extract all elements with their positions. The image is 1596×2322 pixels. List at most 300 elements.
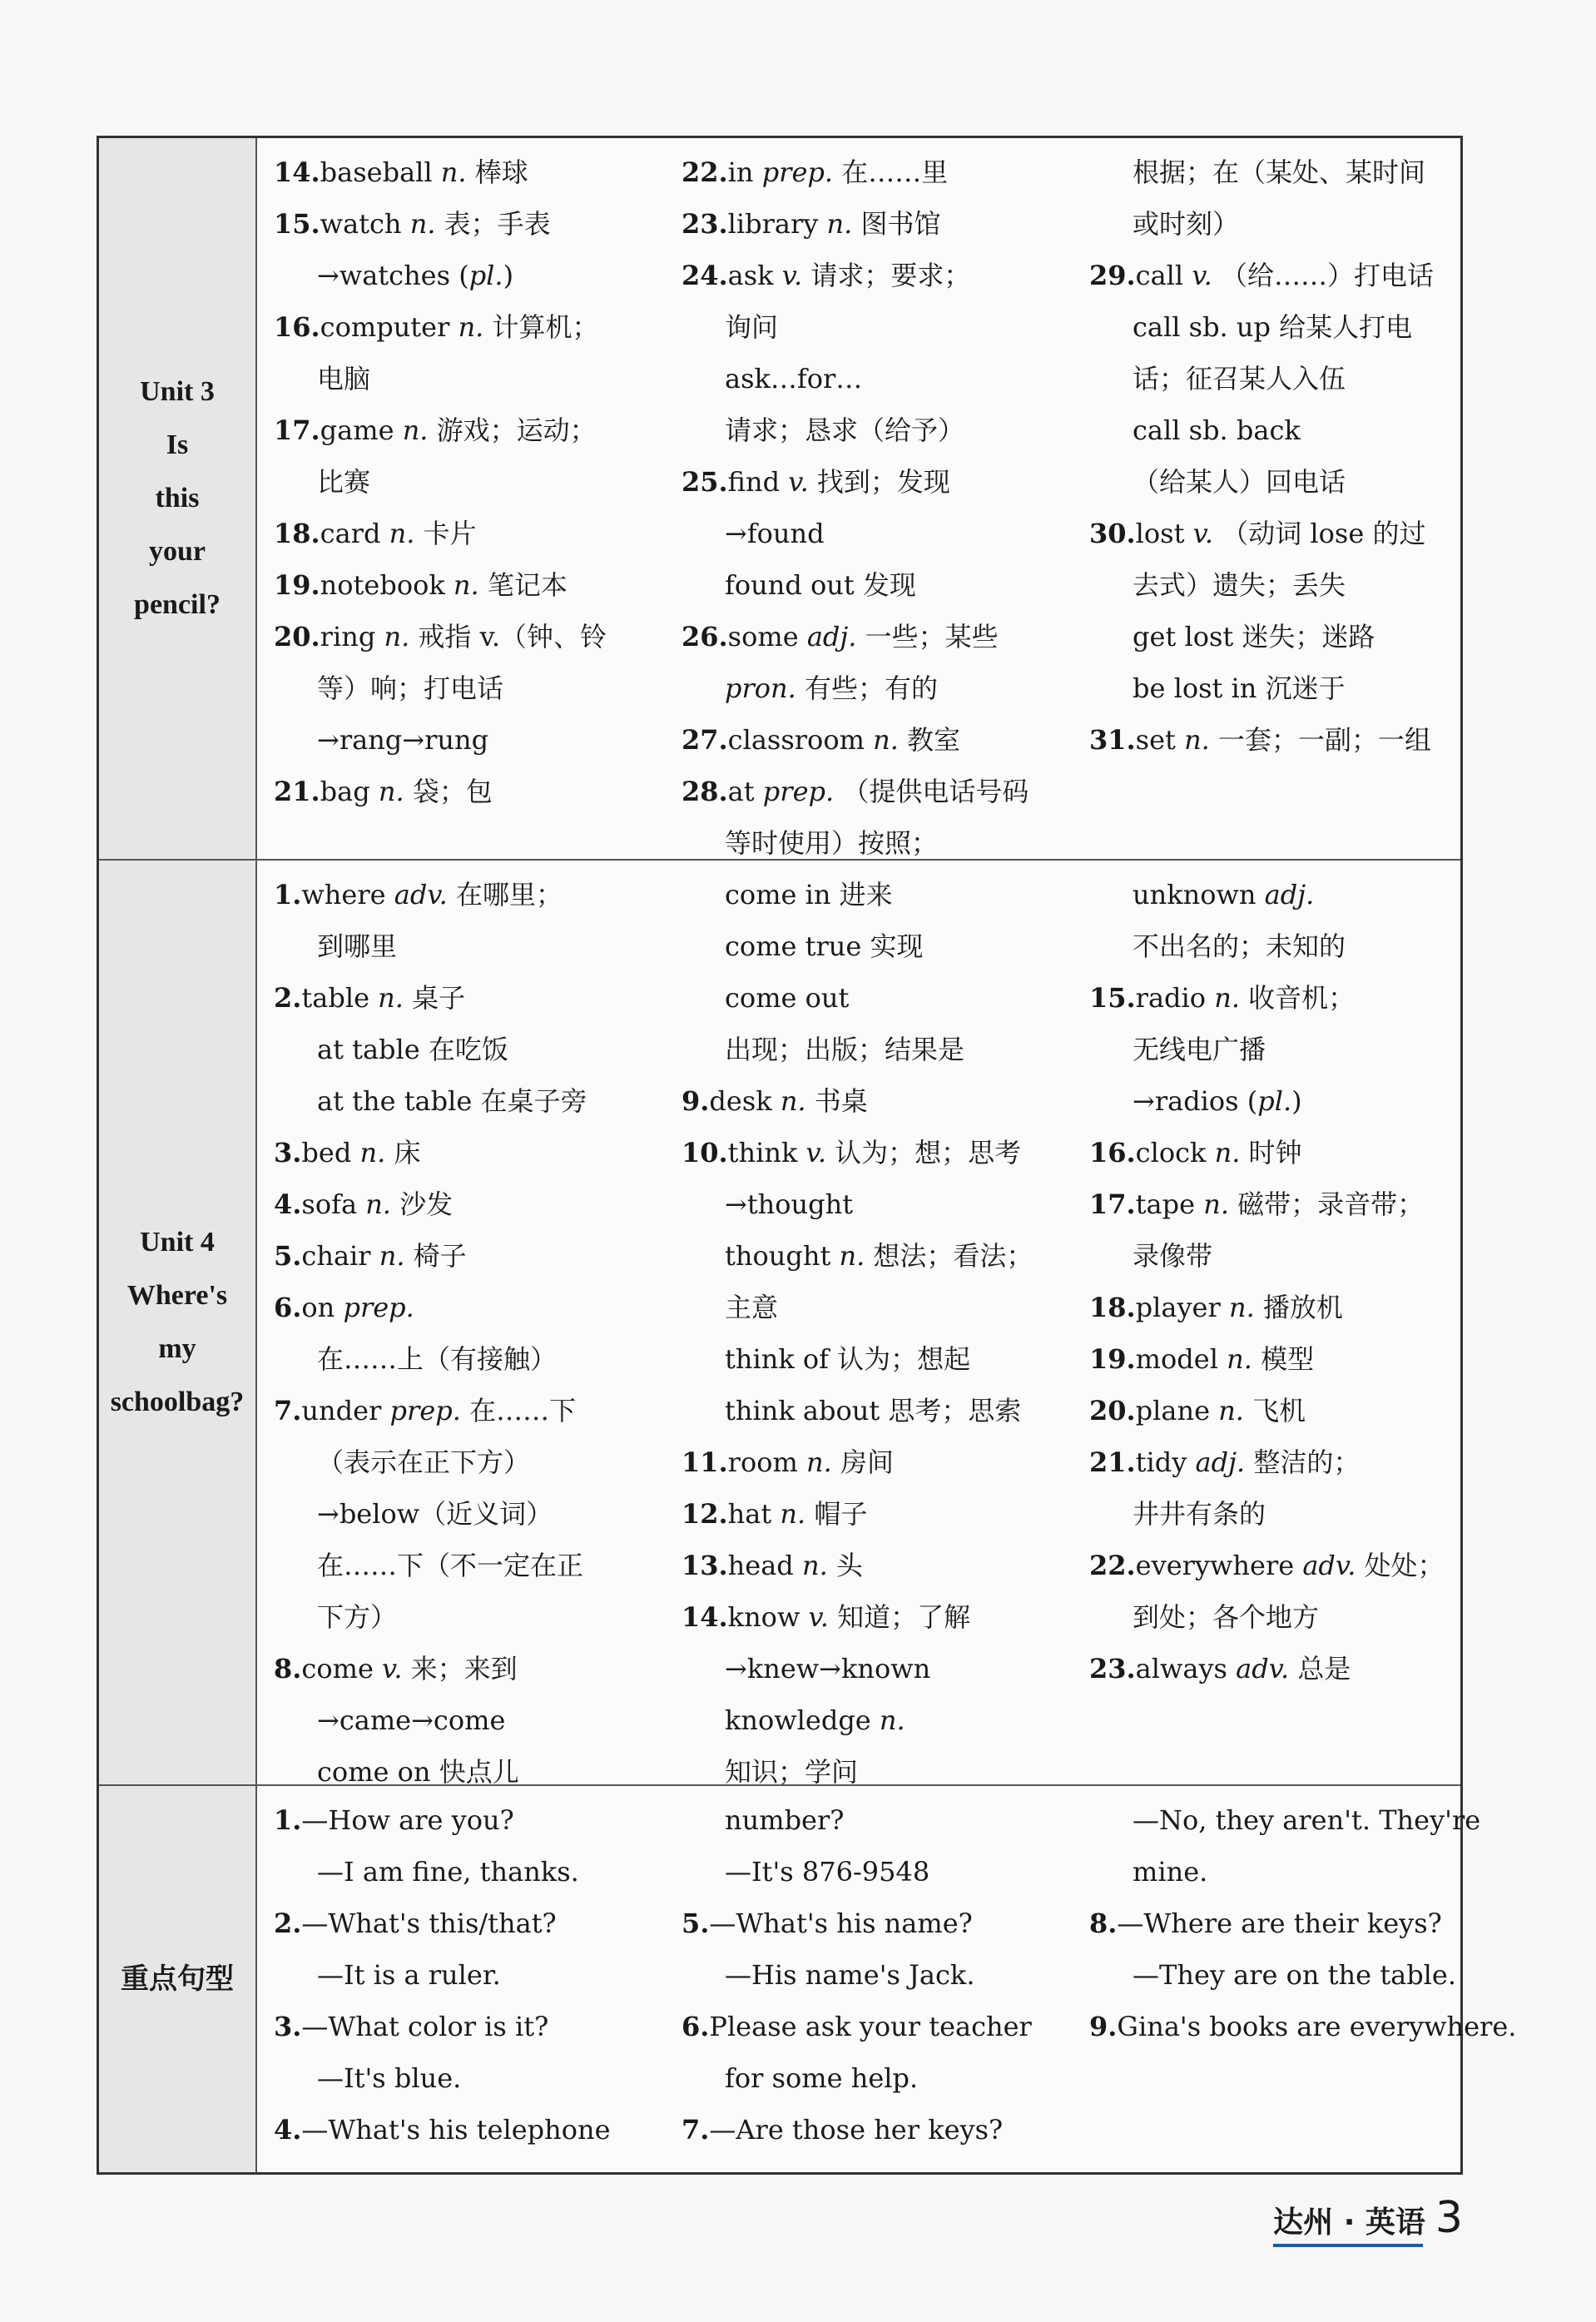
entry-number: 22. (682, 156, 728, 188)
entry-word: →came→come (317, 1704, 506, 1736)
entry-line (1089, 1643, 1445, 1694)
entry-line (1089, 869, 1445, 920)
entry-line (1089, 1846, 1516, 1898)
entry-word: 知识；学问 (725, 1756, 859, 1788)
entry-word: know (727, 1601, 809, 1633)
entry-word: →radios ( (1133, 1085, 1258, 1117)
entry-line (274, 972, 587, 1024)
entry-word: knowledge (725, 1704, 880, 1736)
entry-line (682, 301, 1028, 353)
entry-word: found out 发现 (725, 569, 916, 601)
entry-line (682, 766, 1028, 817)
entry-word: classroom (727, 724, 874, 756)
entry-line (1089, 611, 1434, 662)
entry-pos: n. (389, 518, 415, 549)
entry-line (274, 1846, 611, 1898)
entry-line (682, 1488, 1033, 1540)
entry-word: thought (725, 1240, 840, 1272)
entry-line (274, 301, 607, 353)
entry-word: find (727, 466, 789, 498)
entry-pos: n. (379, 1240, 405, 1272)
entry-pos: v. (781, 260, 803, 291)
entry-line (1089, 404, 1434, 456)
entry-column (682, 1794, 1032, 2156)
entry-meaning: 请求；要求； (810, 260, 971, 291)
entry-line (682, 2104, 1032, 2156)
entry-number: 27. (682, 724, 728, 756)
entry-number: 28. (682, 776, 728, 807)
unit3-section (99, 138, 1460, 861)
entry-line (682, 559, 1028, 611)
entry-line (274, 146, 607, 198)
entry-meaning: 桌子 (412, 982, 466, 1014)
entry-meaning: 整洁的； (1253, 1446, 1361, 1478)
entry-number: 11. (682, 1446, 728, 1478)
entry-line (682, 404, 1028, 456)
entry-word: ask (727, 260, 782, 291)
entry-line (682, 1591, 1033, 1643)
entry-line (274, 2104, 611, 2156)
entry-line (682, 1230, 1033, 1282)
entry-pos: n. (378, 776, 404, 807)
entry-column (1089, 869, 1445, 1694)
entry-word: ask…for… (725, 363, 863, 394)
entry-line (1089, 972, 1445, 1024)
entry-word: →rang→rung (317, 724, 489, 756)
entry-line (1089, 1024, 1445, 1075)
entry-word: mine. (1133, 1856, 1208, 1888)
entry-word: 主意 (725, 1292, 779, 1323)
entry-number: 22. (1089, 1550, 1136, 1581)
entry-word: hat (727, 1498, 781, 1530)
entry-word: 无线电广播 (1133, 1034, 1266, 1065)
entry-word: notebook (320, 569, 454, 601)
entry-number: 7. (682, 2114, 710, 2146)
entry-meaning: 床 (394, 1137, 421, 1168)
entry-word: table (301, 982, 379, 1014)
entry-line (274, 1075, 587, 1127)
entry-meaning: 戒指 v.（钟、铃 (418, 621, 607, 652)
entry-line (682, 1178, 1033, 1230)
entry-meaning: 模型 (1261, 1343, 1315, 1375)
entry-line (1089, 1178, 1445, 1230)
entry-meaning: 头 (835, 1550, 863, 1581)
entry-pos: n. (1228, 1292, 1255, 1323)
entry-word: at (727, 776, 763, 807)
entry-meaning: 椅子 (413, 1240, 467, 1272)
entry-meaning: 游戏；运动； (436, 414, 597, 446)
entry-line (1089, 2001, 1516, 2052)
entry-line (1089, 662, 1434, 714)
entry-line (1089, 301, 1434, 353)
entry-line (274, 1898, 611, 1949)
entry-pos: v. (1192, 260, 1212, 291)
entry-meaning: 来；来到 (410, 1653, 518, 1684)
entry-word: →watches ( (317, 260, 469, 291)
entry-word: come (301, 1653, 383, 1684)
entry-line (682, 1385, 1033, 1436)
entry-column (274, 1794, 611, 2156)
entry-meaning: 图书馆 (860, 208, 941, 240)
entry-meaning: 一些；某些 (865, 621, 999, 652)
entry-number: 16. (274, 311, 320, 343)
entry-word: think of 认为；想起 (725, 1343, 971, 1375)
entry-word: 电脑 (317, 363, 371, 394)
entry-word: call sb. back (1133, 414, 1301, 446)
section-label-line: Unit 4 (140, 1227, 215, 1258)
entry-pos: v. (808, 1601, 829, 1633)
entry-number: 31. (1089, 724, 1136, 756)
entry-pos: n. (409, 208, 436, 240)
entry-pos: v. (805, 1137, 826, 1168)
entry-column (274, 146, 607, 817)
entry-number: 14. (274, 156, 320, 188)
entry-word: 等）响；打电话 (317, 672, 504, 704)
page-number: 3 (1435, 2193, 1463, 2243)
entry-line (274, 714, 607, 766)
entry-word: room (727, 1446, 807, 1478)
entry-meaning: （提供电话号码 (842, 776, 1029, 807)
section-label-line: schoolbag? (110, 1387, 245, 1417)
entry-line (682, 869, 1033, 920)
entry-word: —How are you? (301, 1804, 514, 1836)
entry-number: 25. (682, 466, 728, 498)
entry-word: think (727, 1137, 806, 1168)
entry-word: on (301, 1292, 344, 1323)
entry-meaning: 笔记本 (487, 569, 568, 601)
entry-line (274, 611, 607, 662)
entry-pos: n. (365, 1188, 391, 1220)
entry-pos: adv. (1302, 1550, 1356, 1581)
entry-line (682, 250, 1028, 301)
entry-word: —What color is it? (301, 2011, 549, 2042)
unit3-label (99, 138, 257, 859)
entry-word: tidy (1135, 1446, 1196, 1478)
entry-line (1089, 1282, 1445, 1333)
entry-line (274, 456, 607, 508)
entry-number: 23. (682, 208, 728, 240)
entry-line (274, 1436, 587, 1488)
entry-number: 9. (1089, 2011, 1118, 2042)
entry-word: radio (1135, 982, 1215, 1014)
entry-word: Gina's books are everywhere. (1117, 2011, 1517, 2042)
entry-line (682, 611, 1028, 662)
entry-line (274, 250, 607, 301)
entry-meaning: 在……下 (469, 1395, 577, 1426)
entry-line (682, 920, 1033, 972)
entry-number: 15. (1089, 982, 1136, 1014)
entry-meaning: （给……）打电话 (1220, 260, 1434, 291)
entry-line (682, 456, 1028, 508)
entry-pos: n. (402, 414, 429, 446)
entry-number: 4. (274, 1188, 302, 1220)
entry-line (274, 1591, 587, 1643)
entry-column (682, 146, 1028, 869)
entry-meaning: 收音机； (1248, 982, 1356, 1014)
entry-pos: pron. (725, 672, 796, 704)
section-label-line: my (158, 1333, 196, 1364)
section-label-line: Where's (126, 1280, 228, 1311)
entry-meaning: 处处； (1364, 1550, 1445, 1581)
entry-word: card (320, 518, 389, 549)
entry-pos: n. (879, 1704, 905, 1736)
footer-title: 达州 · 英语 (1273, 2205, 1425, 2240)
entry-word: （表示在正下方） (317, 1446, 531, 1478)
entry-word: 录像带 (1133, 1240, 1213, 1272)
entry-word: （给某人）回电话 (1133, 466, 1346, 498)
entry-pos: n. (1227, 1343, 1252, 1375)
sentences-section (99, 1786, 1517, 2172)
entry-word: 去式）遗失；丢失 (1133, 569, 1346, 601)
entry-number: 1. (274, 1804, 302, 1836)
entry-line (1089, 1127, 1445, 1178)
entry-line (1089, 1949, 1516, 2001)
entry-word: 在……上（有接触） (317, 1343, 558, 1375)
entry-line (1089, 146, 1434, 198)
entry-pos: v. (788, 466, 809, 498)
entry-word: chair (301, 1240, 379, 1272)
entry-pos: n. (839, 1240, 865, 1272)
vocabulary-table (97, 136, 1517, 2175)
entry-pos: n. (458, 311, 484, 343)
entry-meaning: 一套；一副；一组 (1218, 724, 1432, 756)
entry-line (274, 1540, 587, 1591)
entry-number: 2. (274, 1908, 302, 1939)
entry-meaning: 教室 (907, 724, 961, 756)
entry-line (1089, 198, 1434, 250)
entry-number: 6. (274, 1292, 302, 1323)
entry-line (274, 1333, 587, 1385)
entry-line (274, 1643, 587, 1694)
entry-word: —They are on the table. (1133, 1959, 1457, 1991)
entry-number: 19. (1089, 1343, 1136, 1375)
entry-line (1089, 1488, 1445, 1540)
entry-word: call sb. up 给某人打电 (1133, 311, 1413, 343)
entry-line (682, 1333, 1033, 1385)
entry-number: 5. (682, 1908, 710, 1939)
entry-word: plane (1135, 1395, 1219, 1426)
entry-number: 18. (274, 518, 320, 549)
entry-word: 在……下（不一定在正 (317, 1550, 584, 1581)
sentences-label (99, 1786, 257, 2172)
entry-word: come out (725, 982, 850, 1014)
entry-line (682, 1794, 1032, 1846)
entry-word: —What's his name? (709, 1908, 973, 1939)
entry-line (274, 1230, 587, 1282)
entry-pos: n. (1203, 1188, 1229, 1220)
entry-word: →below（近义词） (317, 1498, 553, 1530)
entry-line (682, 1075, 1033, 1127)
entry-line (1089, 559, 1434, 611)
entry-word: bag (320, 776, 379, 807)
section-label-line: 重点句型 (121, 1962, 234, 1996)
entry-word: 不出名的；未知的 (1133, 930, 1346, 962)
entry-word: 出现；出版；结果是 (725, 1034, 965, 1065)
entry-line (274, 1024, 587, 1075)
entry-line (682, 1898, 1032, 1949)
entry-meaning: 有些；有的 (805, 672, 939, 704)
entry-line (682, 1643, 1033, 1694)
entry-word: unknown (1133, 879, 1265, 910)
entry-meaning: 磁带；录音带； (1237, 1188, 1425, 1220)
entry-word: 下方） (317, 1601, 398, 1633)
entry-number: 3. (274, 1137, 302, 1168)
section-label-line: Is (166, 429, 189, 460)
entry-line (274, 1282, 587, 1333)
section-label-line: this (155, 483, 200, 514)
entry-number: 21. (274, 776, 320, 807)
entry-line (274, 1949, 611, 2001)
entry-pos: prep. (762, 776, 835, 807)
entry-line (274, 198, 607, 250)
entry-word: clock (1135, 1137, 1215, 1168)
entry-pos: n. (1184, 724, 1210, 756)
entry-word: library (727, 208, 827, 240)
entry-pos: n. (1218, 1395, 1244, 1426)
entry-pos: n. (780, 1085, 806, 1117)
entry-pos: n. (801, 1550, 828, 1581)
entry-line (1089, 508, 1434, 559)
entry-line (274, 508, 607, 559)
entry-number: 30. (1089, 518, 1136, 549)
entry-number: 14. (682, 1601, 728, 1633)
entry-number: 3. (274, 2011, 302, 2042)
entry-word: 或时刻） (1133, 208, 1240, 240)
entry-pos: n. (440, 156, 467, 188)
entry-meaning: 表；手表 (444, 208, 551, 240)
entry-line (274, 1794, 611, 1846)
entry-pos: v. (382, 1653, 403, 1684)
entry-word: →thought (725, 1188, 854, 1220)
entry-number: 18. (1089, 1292, 1136, 1323)
entry-word: 话；征召某人入伍 (1133, 363, 1346, 394)
entry-pos: adj. (1195, 1446, 1246, 1478)
entry-number: 7. (274, 1395, 302, 1426)
entry-line (274, 920, 587, 972)
entry-number: 20. (274, 621, 320, 652)
entry-column (1089, 1794, 1516, 2052)
entry-word: in (727, 156, 762, 188)
entry-word: →found (725, 518, 825, 549)
entry-word: come in 进来 (725, 879, 893, 910)
entry-word: 到哪里 (317, 930, 398, 962)
entry-word: watch (320, 208, 410, 240)
entry-word: think about 思考；思索 (725, 1395, 1022, 1426)
entry-meaning: 时钟 (1248, 1137, 1302, 1168)
entry-word: —Are those her keys? (709, 2114, 1004, 2146)
entry-word: some (727, 621, 807, 652)
entry-line (682, 1949, 1032, 2001)
entry-number: 12. (682, 1498, 728, 1530)
entry-meaning: 想法；看法； (873, 1240, 1033, 1272)
entry-word: desk (709, 1085, 781, 1117)
entry-pos: prep. (343, 1292, 414, 1323)
entry-pos: n. (359, 1137, 386, 1168)
entry-meaning: 卡片 (423, 518, 477, 549)
entry-pos: adj. (1264, 879, 1315, 910)
entry-word: 等时使用）按照； (725, 827, 939, 859)
entry-meaning: 飞机 (1252, 1395, 1306, 1426)
entry-pos: n. (384, 621, 410, 652)
entry-word: player (1135, 1292, 1229, 1323)
entry-meaning: 在……里 (841, 156, 949, 188)
entry-line (682, 2052, 1032, 2104)
entry-word: —It is a ruler. (317, 1959, 501, 1991)
entry-number: 1. (274, 879, 302, 910)
entry-meaning: 书桌 (814, 1085, 868, 1117)
entry-column (1089, 146, 1434, 766)
entry-word: 井井有条的 (1133, 1498, 1266, 1530)
entry-number: 4. (274, 2114, 302, 2146)
entry-pos: n. (873, 724, 899, 756)
entry-meaning: （动词 lose 的过 (1222, 518, 1426, 549)
entry-meaning: 袋；包 (412, 776, 493, 807)
entry-number: 13. (682, 1550, 728, 1581)
entry-word: at table 在吃饭 (317, 1034, 508, 1065)
entry-pos: adj. (806, 621, 857, 652)
entry-word: where (301, 879, 394, 910)
entry-pos: adv. (394, 879, 448, 910)
entry-word: —What's this/that? (301, 1908, 557, 1939)
entry-line (682, 1024, 1033, 1075)
entry-word: number? (725, 1804, 845, 1836)
entry-line (1089, 1898, 1516, 1949)
entry-word: —I am fine, thanks. (317, 1856, 579, 1888)
entry-number: 24. (682, 260, 728, 291)
entry-word: Please ask your teacher (709, 2011, 1032, 2042)
section-label-line: Unit 3 (140, 376, 215, 407)
entry-word: computer (320, 311, 458, 343)
entry-word: come on 快点儿 (317, 1756, 519, 1788)
entry-word: 询问 (725, 311, 779, 343)
page-footer (1273, 2193, 1463, 2243)
entry-number: 26. (682, 621, 728, 652)
entry-meaning: ) (503, 260, 514, 291)
entry-word: —It's 876-9548 (725, 1856, 930, 1888)
entry-line (1089, 1385, 1445, 1436)
entry-word: always (1135, 1653, 1237, 1684)
entry-line (682, 1694, 1033, 1746)
entry-line (682, 972, 1033, 1024)
entry-line (274, 1488, 587, 1540)
entry-line (682, 662, 1028, 714)
entry-word: 请求；恳求（给予） (725, 414, 965, 446)
entry-line (682, 146, 1028, 198)
entry-word: everywhere (1135, 1550, 1303, 1581)
entry-number: 20. (1089, 1395, 1136, 1426)
entry-line (1089, 1591, 1445, 1643)
entry-pos: n. (780, 1498, 806, 1530)
footer-rule (1273, 2244, 1423, 2247)
entry-column (682, 869, 1033, 1798)
entry-number: 2. (274, 982, 302, 1014)
entry-word: come true 实现 (725, 930, 924, 962)
entry-word: head (727, 1550, 802, 1581)
entry-word: model (1135, 1343, 1227, 1375)
entry-line (1089, 1333, 1445, 1385)
entry-line (1089, 250, 1434, 301)
entry-line (274, 404, 607, 456)
entry-word: get lost 迷失；迷路 (1133, 621, 1375, 652)
entry-pos: prep. (389, 1395, 461, 1426)
entry-number: 19. (274, 569, 320, 601)
entry-line (682, 2001, 1032, 2052)
entry-word: baseball (320, 156, 441, 188)
entry-meaning: 沙发 (399, 1188, 454, 1220)
entry-line (274, 1178, 587, 1230)
entry-pos: pl. (468, 260, 503, 291)
entry-line (274, 766, 607, 817)
